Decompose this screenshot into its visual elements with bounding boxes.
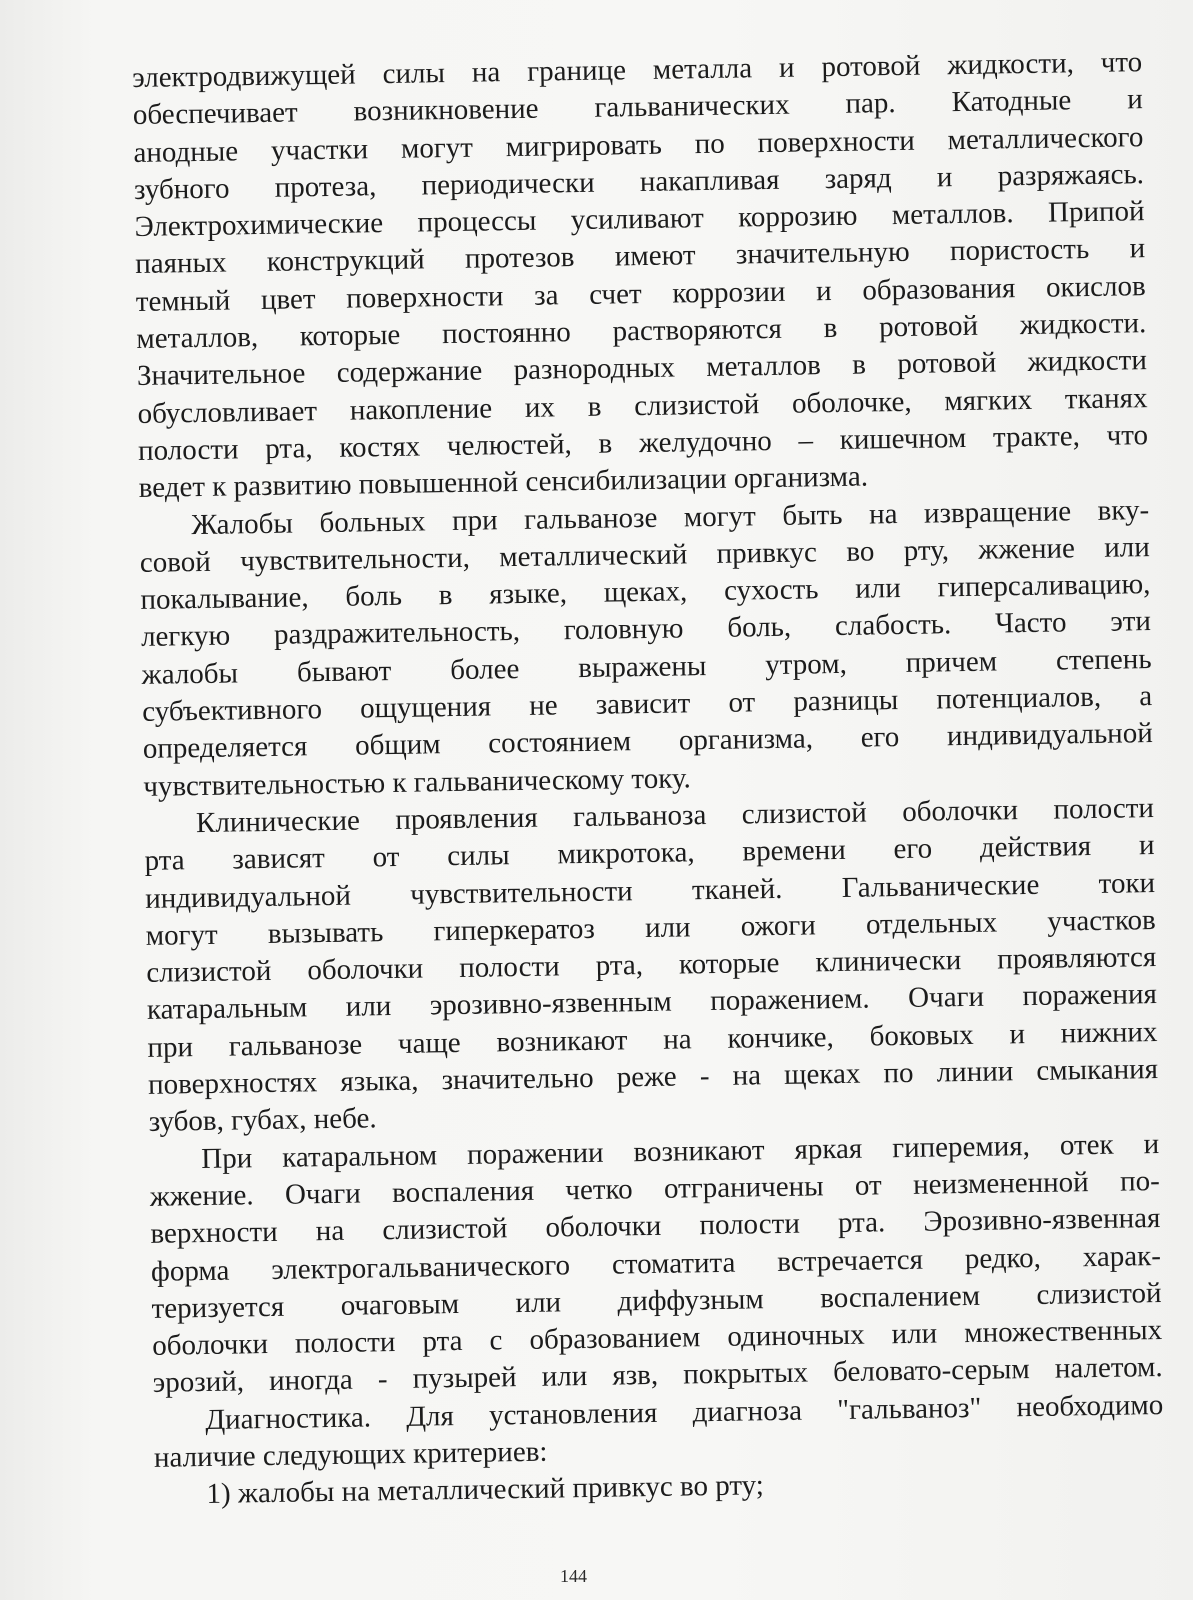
text-line: верхности на слизистой оболочки полости рта. Эрозивно-язвенная — [150, 1202, 1161, 1251]
paragraph-start-line: Клинические проявления гальваноза слизистой оболочки полости — [195, 791, 1155, 840]
text-line: субъективного ощущения не зависит от разницы потенциалов, а — [141, 680, 1153, 728]
text-line: обусловливает накопление их в слизистой оболочке, мягких тканях — [137, 381, 1148, 430]
text-line: покалывание, боль в языке, щеках, сухость или гиперсаливацию, — [140, 568, 1151, 617]
text-line: оболочки полости рта с образованием одиночных или множественных — [151, 1314, 1163, 1362]
text-line: обеспечивает возникновение гальванических пар. Катодные и — [132, 83, 1143, 132]
text-line: слизистой оболочки полости рта, которые клинически проявляются — [146, 941, 1157, 990]
text-line: эрозий, иногда - пузырей или язв, покрытых беловато-серым налетом. — [152, 1351, 1163, 1400]
text-line: жалобы бывают более выражены утром, причем степень — [141, 642, 1152, 691]
text-line: Значительное содержание разнородных металлов в ротовой жидкости — [136, 344, 1148, 393]
text-line: Электрохимические процессы усиливают коррозию металлов. Припой — [134, 195, 1145, 244]
text-line: форма электрогальванического стоматита встречается редко, харак- — [150, 1239, 1162, 1288]
text-line: определяется общим состоянием организма, его индивидуальной — [142, 717, 1153, 766]
text-line: полости рта, костях челюстей, в желудочно – кишечном тракте, что — [137, 419, 1149, 467]
paragraph-start-line: При катаральном поражении возникают яркая гиперемия, отек и — [201, 1127, 1160, 1175]
text-line: жжение. Очаги воспаления четко отграничены от неизмененной по- — [149, 1164, 1160, 1213]
text-line: электродвижущей силы на границе металла и ротовой жидкости, что — [132, 46, 1143, 94]
page-number: 144 — [560, 1566, 587, 1586]
text-line: катаральным или эрозивно-язвенным поражением. Очаги поражения — [146, 978, 1158, 1027]
text-line: зубов, губах, небе. — [148, 1102, 377, 1139]
text-line: анодные участки могут мигрировать по поверхности металлического — [133, 120, 1144, 169]
text-line: могут вызывать гиперкератоз или ожоги отдельных участков — [145, 903, 1156, 952]
text-line: легкую раздражительность, головную боль, слабость. Часто эти — [140, 605, 1152, 654]
text-line: при гальванозе чаще возникают на кончике, боковых и нижних — [147, 1015, 1158, 1064]
text-line: зубного протеза, периодически накапливая заряд и разряжаясь. — [133, 158, 1145, 206]
text-line: индивидуальной чувствительности тканей. Гальванические токи — [144, 866, 1156, 915]
list-item-line: 1) жалобы на металлический привкус во рту; — [206, 1469, 765, 1511]
paragraph-start-line: Диагностика. Для установления диагноза "гальваноз" необходимо — [205, 1388, 1164, 1436]
text-line: рта зависят от силы микротока, времени его действия и — [144, 829, 1155, 878]
text-line: поверхностях языка, значительно реже - на щеках по линии смыкания — [147, 1053, 1159, 1101]
body-text — [132, 44, 1165, 1514]
text-line: теризуется очаговым или диффузным воспалением слизистой — [151, 1276, 1162, 1325]
paragraph-start-line: Жалобы больных при гальванозе могут быть на извращение вку- — [191, 493, 1150, 541]
text-line: совой чувствительности, металлический привкус во рту, жжение или — [139, 530, 1151, 579]
text-line: наличие следующих критериев: — [153, 1435, 548, 1474]
text-line: темный цвет поверхности за счет коррозии и образования окислов — [135, 269, 1146, 318]
text-line: чувствительностью к гальваническому току. — [143, 761, 691, 803]
text-line: ведет к развитию повышенной сенсибилизации организма. — [138, 460, 869, 505]
text-line: металлов, которые постоянно растворяются в ротовой жидкости. — [136, 307, 1147, 356]
text-line: паяных конструкций протезов имеют значительную пористость и — [134, 232, 1146, 281]
